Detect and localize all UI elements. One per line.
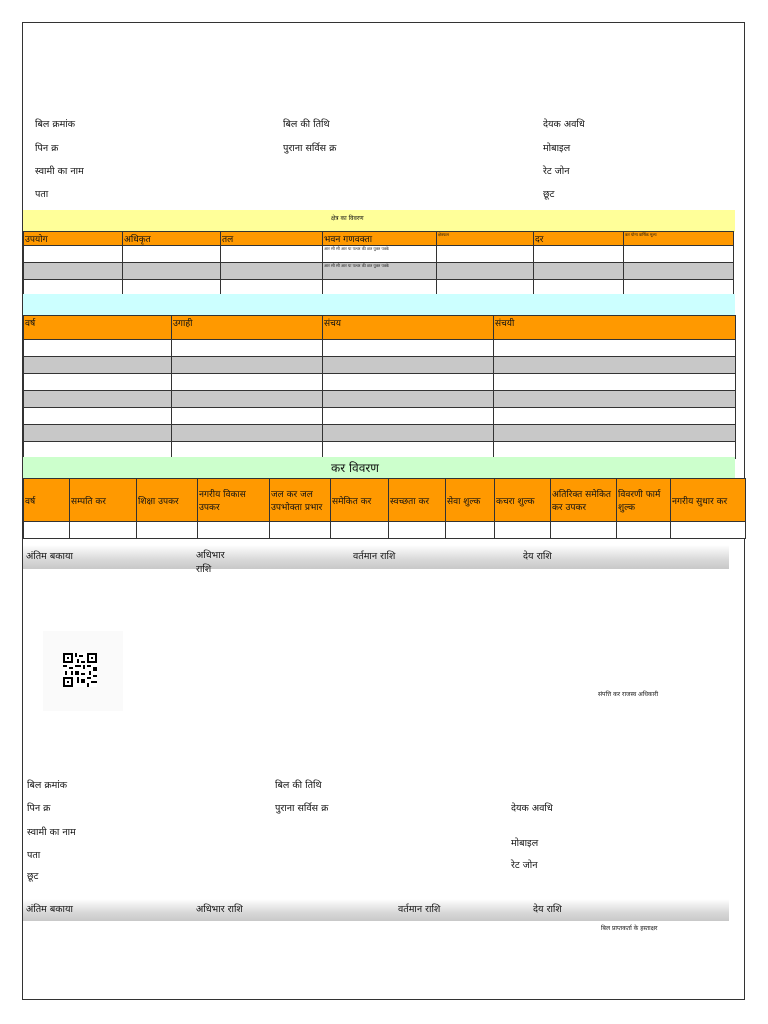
table-row: आर सी सी आर या पत्थर की छत युक्त पक्के [24,263,734,280]
old-service-label: पुराना सर्विस क्र [283,143,337,154]
payable-amount-label-2: देय राशि [533,904,562,915]
surcharge-label: अधिभार राशि [196,550,225,575]
address-label-2: पता [27,850,41,861]
current-amount-label-2: वर्तमान राशि [398,904,441,915]
bill-page [22,22,745,1000]
collection-table-header [24,316,736,340]
totals-bar [23,545,729,575]
totals-bar-2 [23,899,729,921]
table-row [24,340,736,357]
qr-code-icon [63,653,97,687]
col-usage: उपयोग [24,232,123,246]
qr-code-area [43,631,123,711]
col-tax-year: वर्ष [24,479,70,522]
col-consolidated-tax: समेकित कर [331,479,389,522]
col-garbage-fee: कचरा शुल्क [495,479,551,522]
col-authorized: अधिकृत [123,232,221,246]
col-accumulation: संचय [323,316,494,340]
area-section-banner [23,210,735,232]
col-collection: उगाही [172,316,323,340]
col-annual-value: कर योग्य वार्षिक मूल्य [624,232,734,246]
pin-label-2: पिन क्र [27,803,51,814]
owner-name-label-2: स्वामी का नाम [27,827,76,838]
table-row [24,522,746,539]
tax-table [23,478,746,539]
col-property-tax: सम्पति कर [70,479,137,522]
col-form-fee: विवरणी फार्म शुल्क [617,479,671,522]
col-building-quality: भवन गणवक्ता [323,232,437,246]
table-row [24,408,736,425]
collection-table [23,315,736,459]
mobile-label-2: मोबाइल [511,838,539,849]
collection-section-banner [23,294,735,315]
pin-label: पिन क्र [35,143,59,154]
table-row [24,425,736,442]
bill-date-label: बिल की तिथि [283,119,330,130]
receiver-signature-label: बिल प्राप्तकर्ता के हस्ताक्षर [601,925,658,932]
col-additional-cess: अतिरिक्त समेकित कर उपकर [551,479,617,522]
area-table [23,231,734,297]
table-row [24,374,736,391]
final-arrears-label-2: अंतिम बकाया [26,904,73,915]
bill-date-label-2: बिल की तिथि [275,780,322,791]
table-row [24,357,736,374]
payable-amount-label: देय राशि [523,551,552,562]
col-urban-dev-cess: नगरीय विकास उपकर [198,479,270,522]
col-sanitation-tax: स्वच्छता कर [389,479,446,522]
tax-section-title: कर विवरण [331,461,379,475]
area-section-title: क्षेत्र का विवरण [331,215,364,222]
current-amount-label: वर्तमान राशि [353,551,396,562]
table-row [24,391,736,408]
owner-name-label: स्वामी का नाम [35,166,84,177]
address-label: पता [35,189,49,200]
old-service-label-2: पुराना सर्विस क्र [275,803,329,814]
discount-label-2: छूट [27,871,39,882]
payment-period-label-2: देयक अवधि [511,803,553,814]
rate-zone-label-2: रेट जोन [511,860,538,871]
table-row: आर सी सी आर या पत्थर की छत युक्त पक्के [24,246,734,263]
mobile-label: मोबाइल [543,143,571,154]
col-urban-improvement-tax: नगरीय सुधार कर [671,479,746,522]
surcharge-label-2: अधिभार राशि [196,904,243,915]
col-area: क्षेत्रफल [437,232,534,246]
officer-signature-label: संपत्ति कर राजस्व अधिकारी [598,691,659,698]
col-service-fee: सेवा शुल्क [446,479,495,522]
col-floor: तल [221,232,323,246]
bill-no-label: बिल क्रमांक [35,119,76,130]
col-rate: दर [534,232,624,246]
final-arrears-label: अंतिम बकाया [26,551,73,562]
tax-section-banner [23,457,735,478]
discount-label: छूट [543,189,555,200]
col-cumulative: संचयी [494,316,736,340]
payment-period-label: देयक अवधि [543,119,585,130]
area-table-header [24,232,734,246]
table-row [24,442,736,459]
col-water-tax: जल कर जल उपभोक्ता प्रभार [270,479,331,522]
bill-no-label-2: बिल क्रमांक [27,780,68,791]
rate-zone-label: रेट जोन [543,166,570,177]
tax-table-header [24,479,746,522]
col-year: वर्ष [24,316,172,340]
col-education-cess: शिक्षा उपकर [137,479,198,522]
